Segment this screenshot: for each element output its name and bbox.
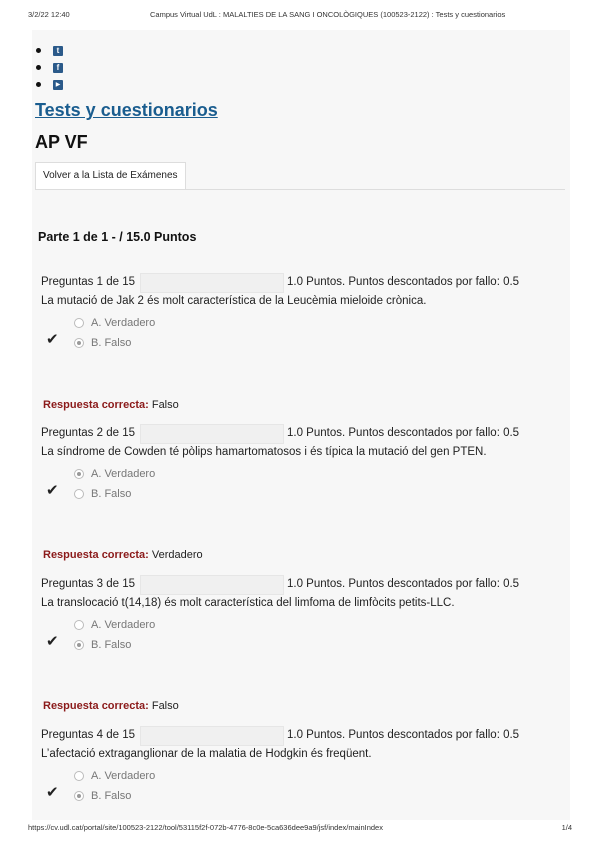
radio-a[interactable]: [74, 771, 84, 781]
print-title: Campus Virtual UdL : MALALTIES DE LA SANG I ONCOLÒGIQUES (100523-2122) : Tests y cuestionarios: [150, 10, 506, 19]
option-a[interactable]: A. Verdadero: [74, 468, 155, 480]
option-a[interactable]: A. Verdadero: [74, 619, 155, 631]
question-status-box: [140, 424, 284, 444]
question-number: Preguntas 3 de 15: [41, 578, 135, 590]
option-a[interactable]: A. Verdadero: [74, 770, 155, 782]
social-links: [36, 42, 63, 93]
question-4: [41, 726, 561, 812]
part-title: Parte 1 de 1 - / 15.0 Puntos: [38, 230, 197, 244]
youtube-icon[interactable]: ▶: [53, 80, 63, 90]
option-a[interactable]: A. Verdadero: [74, 317, 155, 329]
correct-answer: Respuesta correcta: Falso: [43, 399, 179, 411]
question-text: L’afectació extraganglionar de la malatia de Hodgkin és freqüent.: [41, 748, 372, 760]
check-icon: ✔: [46, 633, 59, 650]
correct-answer: Respuesta correcta: Falso: [43, 700, 179, 712]
question-1: [41, 273, 561, 359]
main-content: [32, 30, 570, 820]
check-icon: ✔: [46, 784, 59, 801]
question-points: 1.0 Puntos. Puntos descontados por fallo: 0.5: [287, 276, 520, 288]
print-url: https://cv.udl.cat/portal/site/100523-2122/tool/53115f2f-072b-4776-8c0e-5ca636dee9a9/jsf/index/mainIndex: [28, 823, 383, 832]
exam-title: AP VF: [35, 132, 88, 152]
print-date: 3/2/22 12:40: [28, 10, 70, 19]
question-status-box: [140, 273, 284, 293]
tab-bar: [35, 162, 565, 190]
social-item[interactable]: [36, 42, 63, 59]
radio-b[interactable]: [74, 791, 84, 801]
question-text: La mutació de Jak 2 és molt característica de la Leucèmia mieloide crònica.: [41, 295, 427, 307]
back-to-exams-button[interactable]: Volver a la Lista de Exámenes: [35, 162, 186, 189]
check-icon: ✔: [46, 482, 59, 499]
question-number: Preguntas 4 de 15: [41, 729, 135, 741]
question-points: 1.0 Puntos. Puntos descontados por fallo: 0.5: [287, 427, 520, 439]
radio-b[interactable]: [74, 338, 84, 348]
facebook-icon[interactable]: f: [53, 63, 63, 73]
option-b[interactable]: B. Falso: [74, 639, 131, 651]
social-item[interactable]: [36, 76, 63, 93]
correct-answer: Respuesta correcta: Verdadero: [43, 549, 203, 561]
radio-a[interactable]: [74, 318, 84, 328]
check-icon: ✔: [46, 331, 59, 348]
question-points: 1.0 Puntos. Puntos descontados por fallo: 0.5: [287, 729, 520, 741]
option-b[interactable]: B. Falso: [74, 337, 131, 349]
radio-b[interactable]: [74, 640, 84, 650]
page-title-link[interactable]: Tests y cuestionarios: [35, 100, 218, 120]
question-2: [41, 424, 561, 510]
question-text: La translocació t(14,18) és molt característica del limfoma de limfòcits petits-LLC.: [41, 597, 455, 609]
twitter-icon[interactable]: t: [53, 46, 63, 56]
option-b[interactable]: B. Falso: [74, 488, 131, 500]
question-points: 1.0 Puntos. Puntos descontados por fallo: 0.5: [287, 578, 520, 590]
question-number: Preguntas 1 de 15: [41, 276, 135, 288]
question-number: Preguntas 2 de 15: [41, 427, 135, 439]
question-status-box: [140, 726, 284, 746]
radio-a[interactable]: [74, 620, 84, 630]
option-b[interactable]: B. Falso: [74, 790, 131, 802]
question-3: [41, 575, 561, 661]
question-status-box: [140, 575, 284, 595]
question-text: La síndrome de Cowden té pòlips hamartomatosos i és típica la mutació del gen PTEN.: [41, 446, 487, 458]
radio-b[interactable]: [74, 489, 84, 499]
radio-a[interactable]: [74, 469, 84, 479]
social-item[interactable]: [36, 59, 63, 76]
print-page-number: 1/4: [561, 823, 572, 832]
